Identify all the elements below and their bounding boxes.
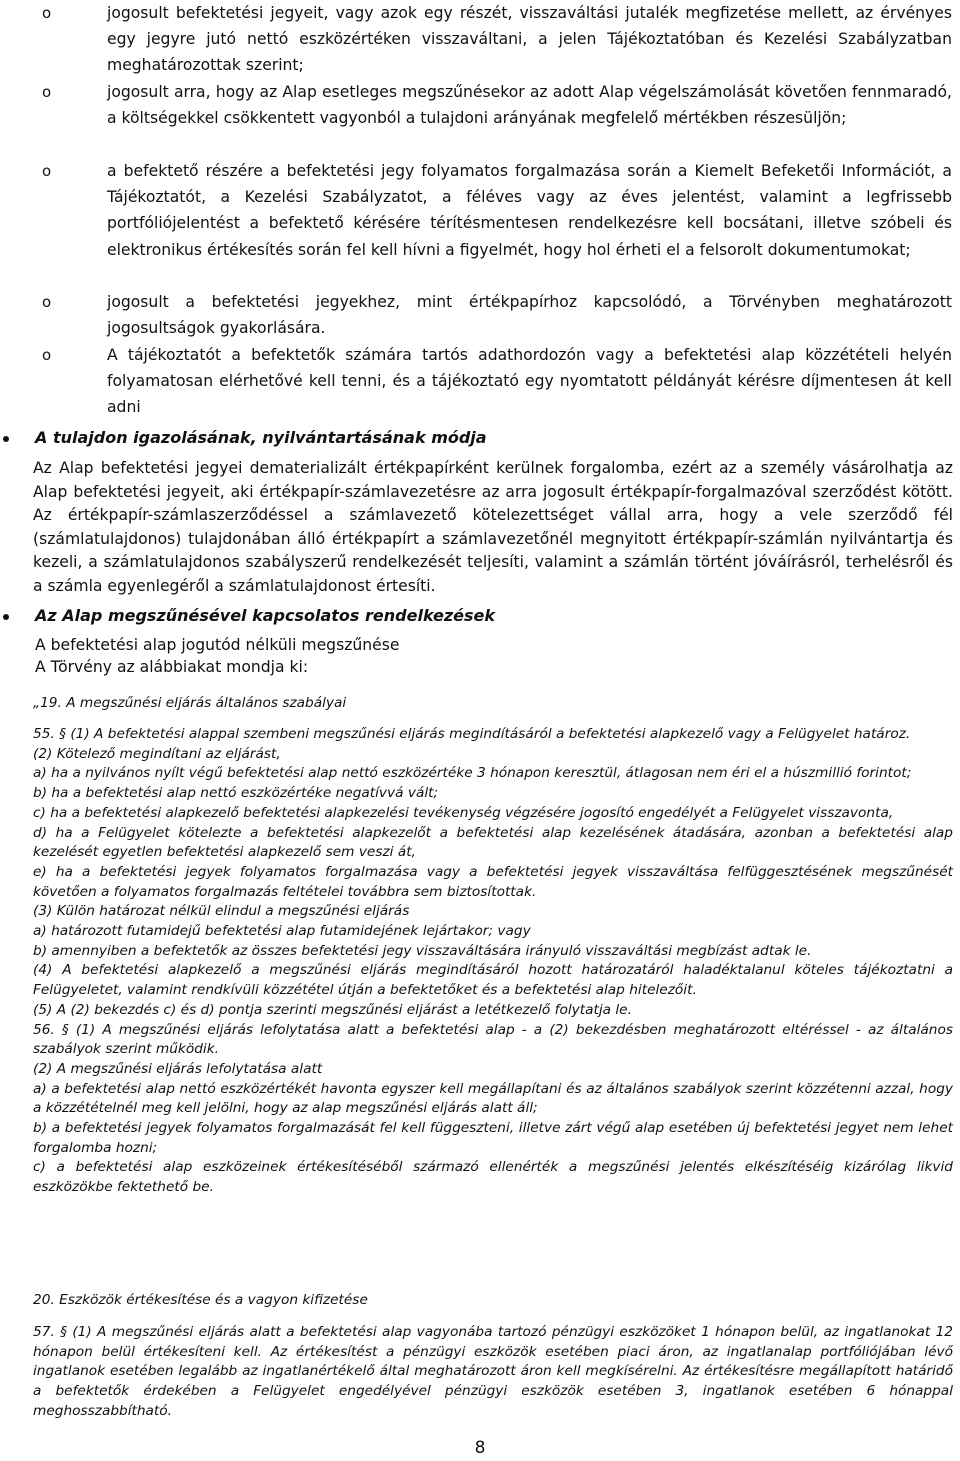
law-intro: A Törvény az alábbiakat mondja ki: (35, 658, 309, 676)
law-paragraph: a) ha a nyilvános nyílt végű befektetési alap nettó eszközértéke 3 hónapon keresztül, átlagosan nem éri el a húszmillió forintot; (33, 765, 912, 782)
list-item (0, 0, 960, 79)
bullet-icon (3, 614, 9, 620)
law-block-55-56 (33, 725, 953, 1198)
law-paragraph: 56. § (1) A megszűnési eljárás lefolytatása alatt a befektetési alap - a (2) bekezdésben meghatározott eltéréssel - az általános szabályok szerint működik. (33, 1021, 953, 1058)
list-item (0, 158, 960, 289)
law-title-19: „19. A megszűnési eljárás általános szabályai (33, 695, 347, 711)
list-marker: o (42, 4, 52, 22)
law-paragraph: (2) Kötelező megindítani az eljárást, (33, 745, 281, 762)
law-paragraph: 55. § (1) A befektetési alappal szembeni megszűnési eljárás megindításáról a befektetési alapkezelő vagy a Felügyelet határoz. (33, 726, 911, 742)
law-paragraph: (5) A (2) bekezdés c) és d) pontja szerinti megszűnési eljárást a letétkezelő folytatja le. (33, 1001, 632, 1018)
list-item (0, 342, 960, 422)
bullet-icon (3, 436, 9, 442)
law-paragraph: c) a befektetési alap eszközeinek értékesítéséből származó ellenérték a megszűnési jelentés elkészítéséig kizárólag likvid eszközökbe fektethető be. (33, 1159, 953, 1196)
list-marker: o (42, 346, 52, 364)
law-paragraph: b) ha a befektetési alap nettó eszközértéke negatívvá vált; (33, 785, 439, 802)
list-item-text: a befektető részére a befektetési jegy folyamatos forgalmazása során a Kiemelt Befeketői Információt, a Tájékoztatót, a Kezelési Szabályzatot, a féléves vagy az éves jelentést, valamint a legfrissebb portfóliójelentést a befektető kérésére térítésmentesen rendelkezésre kell bocsátani, illetve szóbeli és elektronikus értékesítés során fel kell hívni a figyelmét, hogy hol érheti el a felsorolt dokumentumokat; (107, 162, 952, 259)
section-heading: A tulajdon igazolásának, nyilvántartásának módja (35, 428, 487, 447)
list-marker: o (42, 162, 52, 180)
law-title-20: 20. Eszközök értékesítése és a vagyon kifizetése (33, 1292, 368, 1308)
termination-subtitle: A befektetési alap jogutód nélküli megszűnése (35, 636, 400, 654)
list-item-text: jogosult arra, hogy az Alap esetleges megszűnésekor az adott Alap végelszámolását követően fennmaradó, a költségekkel csökkentett vagyonból a tulajdoni arányának megfelelő mértékben részesüljön; (107, 83, 952, 128)
page-number: 8 (474, 1438, 486, 1458)
law-paragraph: c) ha a befektetési alapkezelő befektetési alapkezelési tevékenység végzésére jogosító engedélyét a Felügyelet visszavonta, (33, 804, 894, 821)
law-paragraph: e) ha a befektetési jegyek folyamatos forgalmazása vagy a befektetési jegyek visszaváltása felfüggesztésének megszűnését követően a folyamatos forgalmazás feltételei továbbra sem biztosítottak. (33, 863, 953, 900)
law-paragraph: (2) A megszűnési eljárás lefolytatása alatt (33, 1060, 323, 1077)
law-paragraph: a) a befektetési alap nettó eszközértékét havonta egyszer kell megállapítani és az általános szabályok szerint közzétenni azzal, hogy a közzétételnél meg kell jelölni, hogy az alap megszűnési eljárás alatt áll; (33, 1080, 953, 1117)
law-paragraph: a) határozott futamidejű befektetési alap futamidejének lejártakor; vagy (33, 923, 531, 940)
list-item-text: jogosult a befektetési jegyekhez, mint értékpapírhoz kapcsolódó, a Törvényben meghatározott jogosultságok gyakorlására. (107, 293, 952, 338)
list-item (0, 289, 960, 342)
law-paragraph-57: 57. § (1) A megszűnési eljárás alatt a befektetési alap vagyonába tartozó pénzügyi eszközöket 1 hónapon belül, az ingatlanokat 12 hónapon belül értékesíteni kell. Az értékesítést a pénzügyi eszközök esetében piaci áron, az ingatlanalap portfóliójában lévő ingatlanok esetében legalább az ingatlanértékelő által meghatározott áron kell megkísérelni. Az értékesítésre megállapított határidő a befektetők érdekében a Felügyelet engedélyével pénzügyi eszközök esetében 3, ingatlanok esetében 6 hónappal meghosszabbítható. (33, 1324, 953, 1419)
list-item-text: A tájékoztatót a befektetők számára tartós adathordozón vagy a befektetési alap közzétételi helyén folyamatosan elérhetővé kell tenni, és a tájékoztató egy nyomtatott példányát kérésre díjmentesen át kell adni (107, 346, 952, 417)
law-paragraph: (4) A befektetési alapkezelő a megszűnési eljárás megindításáról hozott határozatáról haladéktalanul köteles tájékoztatni a Felügyeletet, valamint rendkívüli közzététel útján a befektetőket és a befektetési alap hitelezőit. (33, 962, 953, 999)
list-item (0, 79, 960, 158)
list-marker: o (42, 293, 52, 311)
law-paragraph: (3) Külön határozat nélkül elindul a megszűnési eljárás (33, 903, 410, 920)
law-paragraph: b) amennyiben a befektetők az összes befektetési jegy visszaváltására irányuló visszaváltási megbízást adtak le. (33, 942, 812, 959)
law-paragraph: d) ha a Felügyelet kötelezte a befektetési alapkezelőt a befektetési alap kezelésének átadására, azonban a befektetési alap kezelését egyetlen befektetési alapkezelő sem veszi át, (33, 824, 953, 861)
rights-list (0, 0, 960, 422)
list-marker: o (42, 83, 52, 101)
section-heading: Az Alap megszűnésével kapcsolatos rendelkezések (35, 606, 496, 625)
list-item-text: jogosult befektetési jegyeit, vagy azok egy részét, visszaváltási jutalék megfizetése mellett, az érvényes egy jegyre jutó nettó eszközértéken visszaváltani, a jelen Tájékoztatóban és Kezelési Szabályzatban meghatározottak szerint; (107, 4, 952, 75)
law-paragraph: b) a befektetési jegyek folyamatos forgalmazását fel kell függeszteni, illetve zárt végű alap esetében új befektetési jegyet nem lehet forgalomba hozni; (33, 1120, 953, 1156)
ownership-paragraph: Az Alap befektetési jegyei dematerializált értékpapírként kerülnek forgalomba, ezért az a személy vásárolhatja az Alap befektetési jegyeit, aki értékpapír-számlavezetésre az arra jogosult értékpapír-forgalmazóval szerződést kötött. Az értékpapír-számlaszerződéssel a számlavezető kötelezettséget vállal arra, hogy a vele szerződő fél (számlatulajdonos) tulajdonában álló értékpapírt a számlavezetőnél megnyitott értékpapír-számlán nyilvántartja és kezeli, a számlatulajdonos szabályszerű rendelkezését teljesíti, valamint a számlán történt jóváírásról, terhelésről és a számla egyenlegéről a számlatulajdonost értesíti. (33, 459, 953, 595)
